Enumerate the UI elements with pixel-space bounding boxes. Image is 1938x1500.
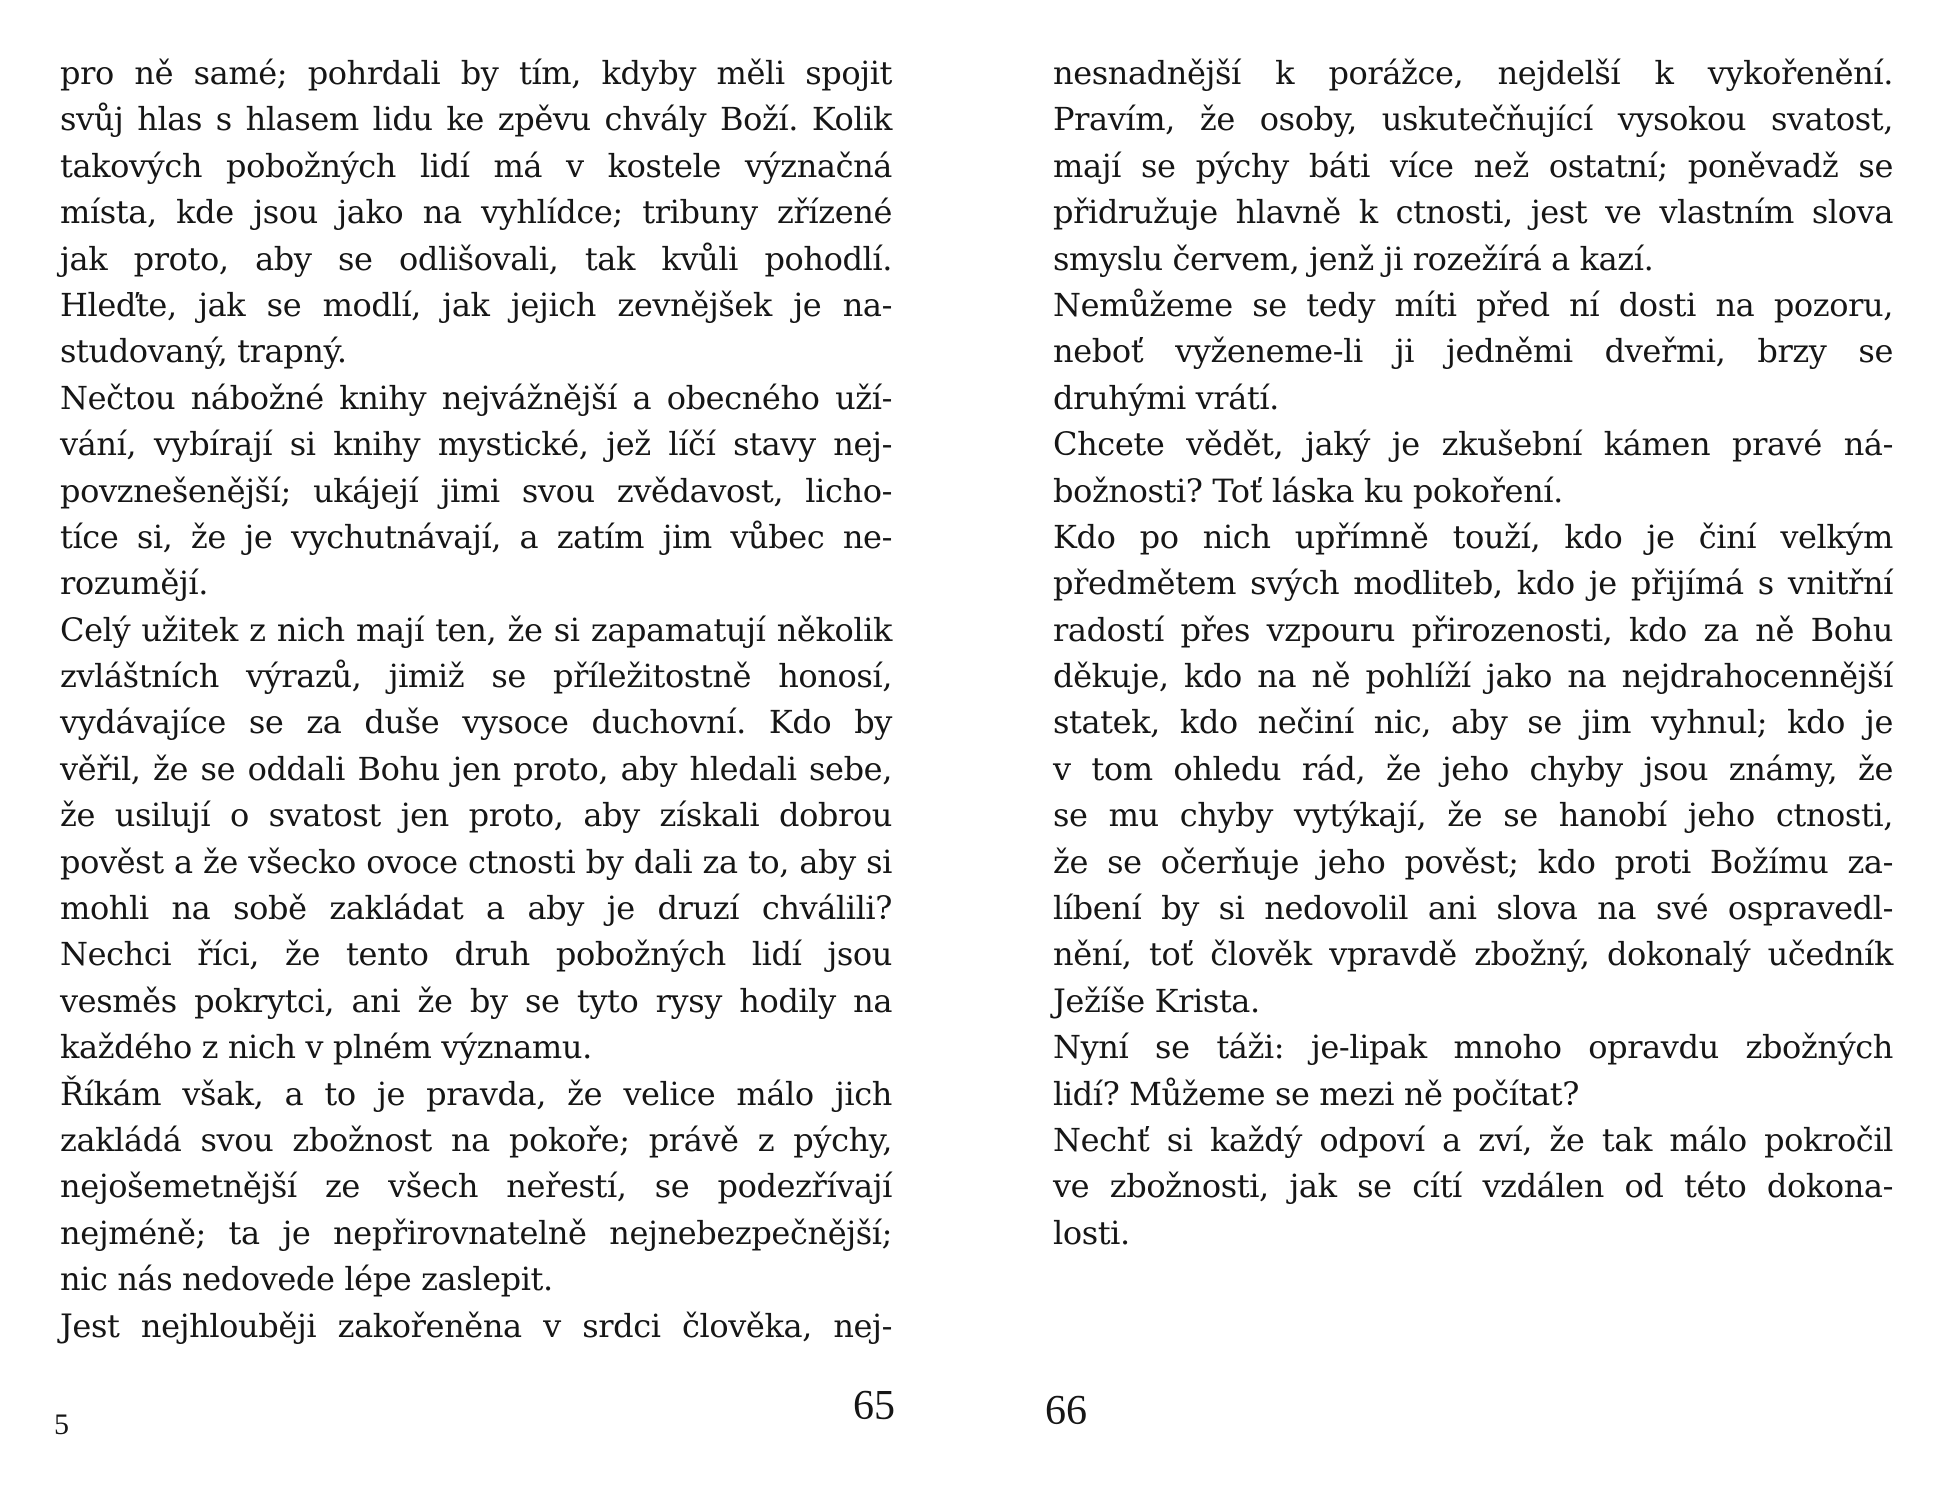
text-line: Říkám však, a to je pravda, že velice málo jich — [60, 1074, 892, 1113]
text-line: každého z nich v plném významu. — [60, 1028, 592, 1067]
text-line: Nemůžeme se tedy míti před ní dosti na pozoru, — [1053, 285, 1893, 324]
text-line: že se očerňuje jeho pověst; kdo proti Božímu za- — [1053, 842, 1893, 881]
text-line: Kdo po nich upřímně touží, kdo je činí velkým — [1053, 517, 1893, 556]
text-line: mají se pýchy báti více než ostatní; poněvadž se — [1053, 146, 1893, 185]
text-line: druhými vrátí. — [1053, 378, 1279, 417]
text-line: nesnadnější k porážce, nejdelší k vykořenění. — [1053, 54, 1893, 92]
text-line: líbení by si nedovolil ani slova na své ospravedl- — [1053, 889, 1893, 928]
text-line: Hleďte, jak se modlí, jak jejich zevnějšek je na- — [60, 285, 892, 324]
text-line: pověst a že všecko ovoce ctnosti by dali za to, aby si — [60, 842, 892, 881]
text-line: božnosti? Toť láska ku pokoření. — [1053, 471, 1563, 510]
signature-mark: 5 — [54, 1408, 69, 1441]
text-line: takových pobožných lidí má v kostele význačná — [60, 146, 892, 185]
text-line: se mu chyby vytýkají, že se hanobí jeho ctnosti, — [1053, 796, 1893, 835]
text-line: zvláštních výrazů, jimiž se příležitostně honosí, — [60, 657, 892, 696]
text-line: Pravím, že osoby, uskutečňující vysokou svatost, — [1053, 100, 1893, 139]
text-line: Celý užitek z nich mají ten, že si zapamatují několik — [60, 610, 892, 649]
text-line: nic nás nedovede lépe zaslepit. — [60, 1260, 553, 1299]
text-line: lidí? Můžeme se mezi ně počítat? — [1053, 1074, 1579, 1113]
text-line: vání, vybírají si knihy mystické, jež líčí stavy nej- — [60, 425, 892, 464]
text-line: ve zbožnosti, jak se cítí vzdálen od této dokona- — [1053, 1167, 1893, 1206]
text-line: svůj hlas s hlasem lidu ke zpěvu chvály Boží. Kolik — [60, 100, 892, 139]
text-line: předmětem svých modliteb, kdo je přijímá s vnitřní — [1053, 564, 1893, 603]
text-line: smyslu červem, jenž ji rozežírá a kazí. — [1053, 239, 1654, 278]
text-line: povznešenější; ukájejí jimi svou zvědavost, licho- — [60, 471, 892, 510]
text-line: Nečtou nábožné knihy nejvážnější a obecného uží- — [60, 378, 892, 417]
text-line: přidružuje hlavně k ctnosti, jest ve vlastním slova — [1053, 193, 1893, 232]
text-line: děkuje, kdo na ně pohlíží jako na nejdrahocennější — [1053, 657, 1893, 696]
text-line: Ježíše Krista. — [1053, 981, 1260, 1020]
text-line: radostí přes vzpouru přirozenosti, kdo za ně Bohu — [1053, 610, 1893, 649]
text-line: Jest nejhlouběji zakořeněna v srdci člověka, nej- — [60, 1306, 892, 1345]
text-line: věřil, že se oddali Bohu jen proto, aby hledali sebe, — [60, 749, 892, 788]
text-line: losti. — [1053, 1213, 1130, 1252]
page-number-right: 66 — [1045, 1388, 1087, 1434]
text-line: nejméně; ta je nepřirovnatelně nejnebezpečnější; — [60, 1213, 892, 1252]
text-line: tíce si, že je vychutnávají, a zatím jim vůbec ne- — [60, 517, 892, 556]
text-line: neboť vyženeme-li ji jedněmi dveřmi, brzy se — [1053, 332, 1893, 371]
text-line: studovaný, trapný. — [60, 332, 347, 371]
text-line: nění, toť člověk vpravdě zbožný, dokonalý učedník — [1053, 935, 1893, 974]
page-number-left: 65 — [853, 1383, 895, 1429]
text-line: vesměs pokrytci, ani že by se tyto rysy hodily na — [60, 981, 892, 1020]
text-line: mohli na sobě zakládat a aby je druzí chválili? — [60, 889, 892, 928]
text-line: vydávajíce se za duše vysoce duchovní. Kdo by — [60, 703, 892, 742]
text-line: místa, kde jsou jako na vyhlídce; tribuny zřízené — [60, 193, 892, 232]
text-line: že usilují o svatost jen proto, aby získali dobrou — [60, 796, 892, 835]
text-line: v tom ohledu rád, že jeho chyby jsou známy, že — [1053, 749, 1893, 788]
text-line: jak proto, aby se odlišovali, tak kvůli pohodlí. — [60, 239, 892, 278]
text-line: Chcete vědět, jaký je zkušební kámen pravé ná- — [1053, 425, 1893, 464]
text-line: Nyní se táži: je-lipak mnoho opravdu zbožných — [1053, 1028, 1893, 1067]
text-line: Nechci říci, že tento druh pobožných lidí jsou — [60, 935, 892, 974]
text-line: Nechť si každý odpoví a zví, že tak málo pokročil — [1053, 1120, 1893, 1159]
right-page — [1053, 50, 1893, 1256]
text-line: rozumějí. — [60, 564, 209, 603]
text-line: nejošemetnější ze všech neřestí, se podezřívají — [60, 1167, 892, 1206]
text-line: pro ně samé; pohrdali by tím, kdyby měli spojit — [60, 54, 892, 92]
left-page — [60, 50, 892, 1349]
text-line: zakládá svou zbožnost na pokoře; právě z pýchy, — [60, 1120, 892, 1159]
text-line: statek, kdo nečiní nic, aby se jim vyhnul; kdo je — [1053, 703, 1893, 742]
